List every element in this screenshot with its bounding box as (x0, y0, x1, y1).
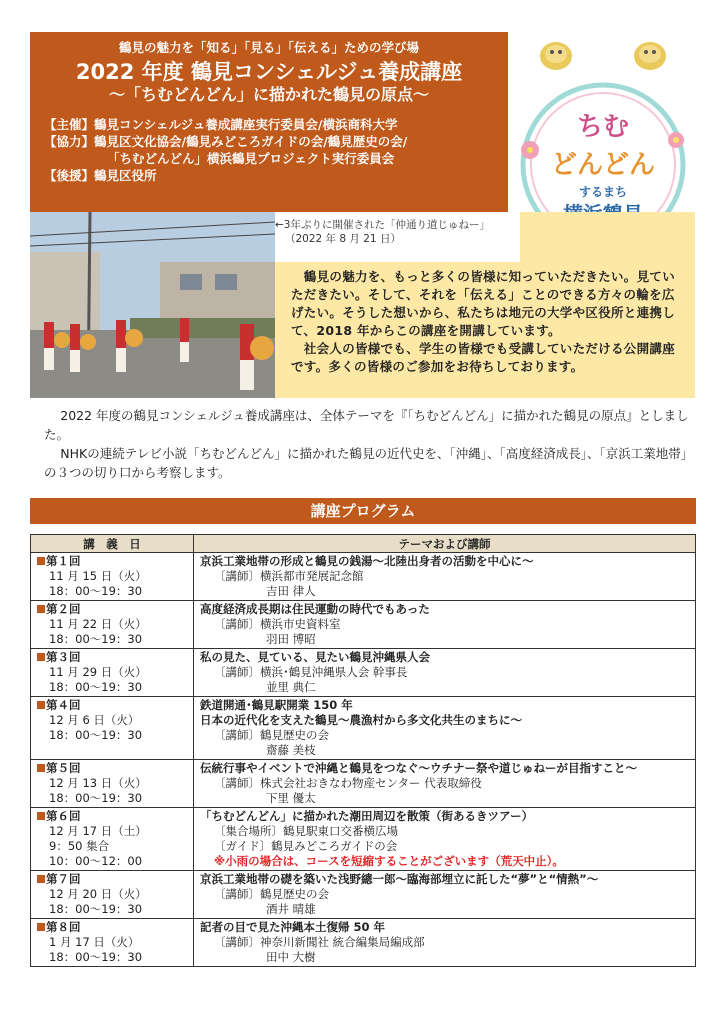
session-row (31, 871, 696, 919)
session-time: 18：00〜19：30 (49, 902, 143, 916)
session-time: 9：50 集合 (49, 839, 110, 853)
session-date-cell (31, 601, 194, 649)
session-lecturer-affiliation: 〔講師〕株式会社おきなわ物産センター 代表取締役 (214, 776, 482, 790)
session-lecturer-name: 並里 典仁 (266, 680, 316, 694)
session-date-cell (31, 919, 194, 967)
session-row (31, 919, 696, 967)
session-number: 第５回 (37, 761, 187, 776)
organizer-names: 鶴見区文化協会/鶴見みどころガイドの会/鶴見歴史の会/ (94, 134, 408, 149)
organizer-row (44, 116, 494, 133)
session-number: 第３回 (37, 650, 187, 665)
session-theme: 京浜工業地帯の形成と鶴見の銭湯〜北陸出身者の活動を中心に〜 (200, 554, 534, 568)
program-heading: 講座プログラム (30, 498, 696, 524)
organizer-role: 【後援】 (44, 168, 95, 183)
session-note: ※小雨の場合は、コースを短縮することがございます（荒天中止）。 (214, 854, 564, 868)
intro-line: 鶴見の魅力を、もっと多くの皆様に知っていただきたい。見ていただきたい。そして、それを「伝える」ことのできる方々の輪を広げたい。そうした想いから、私たちは地元の大学や区役所と連携して、2018 年からこの講座を開講しています。 (291, 269, 676, 338)
session-row (31, 760, 696, 808)
program-table (30, 534, 696, 967)
session-date-cell (31, 553, 194, 601)
session-lecturer-affiliation: 〔講師〕鶴見歴史の会 (214, 728, 329, 742)
organizer-row (44, 150, 494, 167)
session-theme: 記者の目で見た沖縄本土復帰 50 年 (200, 920, 386, 934)
intro-text (291, 268, 687, 376)
session-date: 11 月 22 日（火） (49, 617, 147, 631)
session-date-cell (31, 697, 194, 760)
session-lecturer-affiliation: 〔ガイド〕鶴見みどころガイドの会 (214, 839, 398, 853)
photo-caption-date: （2022 年 8 月 21 日） (285, 233, 401, 245)
session-theme-cell (194, 760, 696, 808)
intro-line: 社会人の皆様でも、学生の皆様でも受講していただける公開講座です。多くの皆様のご参加をお待ちしております。 (291, 341, 676, 374)
session-lecturer-affiliation: 〔講師〕横浜市史資料室 (214, 617, 341, 631)
session-theme: 「ちむどんどん」に描かれた潮田周辺を散策（街あるきツアー） (200, 809, 534, 823)
session-lecturer-name: 齋藤 美枝 (266, 743, 316, 757)
session-lecturer-name: 下里 優太 (266, 791, 316, 805)
session-theme: 京浜工業地帯の礎を築いた浅野總一郎〜臨海部埋立に託した“夢”と“情熱”〜 (200, 872, 599, 886)
session-date: 11 月 29 日（火） (49, 665, 147, 679)
page-title: 2022 年度 鶴見コンシェルジュ養成講座 (75, 60, 463, 84)
session-lecturer-name: 吉田 律人 (266, 584, 316, 598)
session-lecturer-affiliation: 〔講師〕横浜都市発展記念館 (214, 569, 364, 583)
session-row (31, 808, 696, 871)
logo-line-1: ちむ (576, 112, 629, 142)
session-lecturer-name: 田中 大樹 (266, 950, 316, 964)
session-number: 第８回 (37, 920, 187, 935)
page-subtitle: 〜「ちむどんどん」に描かれた鶴見の原点〜 (108, 85, 429, 104)
photo-caption-text: ←3年ぶりに開催された「仲通り道じゅねー」 (275, 219, 490, 231)
session-date: 12 月 20 日（火） (49, 887, 147, 901)
logo-line-2: どんどん (550, 150, 655, 180)
session-theme-cell (194, 919, 696, 967)
session-date: 12 月 6 日（火） (49, 713, 140, 727)
organizer-role: 【協力】 (44, 134, 95, 149)
session-theme-cell (194, 871, 696, 919)
session-number: 第４回 (37, 698, 187, 713)
intro-paragraph (291, 268, 687, 376)
session-number: 第１回 (37, 554, 187, 569)
organizer-names: 「ちむどんどん」横浜鶴見プロジェクト実行委員会 (107, 151, 395, 166)
session-time: 18：00〜19：30 (49, 728, 143, 742)
session-theme-cell (194, 697, 696, 760)
description-paragraph-2: NHKの連続テレビ小説「ちむどんどん」に描かれた鶴見の近代史を、「沖縄」、「高度経済成長」、「京浜工業地帯」の３つの切り口から考察します。 (44, 446, 694, 480)
organizer-row (44, 167, 494, 184)
description-paragraph-1: 2022 年度の鶴見コンシェルジュ養成講座は、全体テーマを『「ちむどんどん」に描かれた鶴見の原点』としました。 (44, 408, 689, 442)
session-time: 18：00〜19：30 (49, 632, 143, 646)
column-header-theme: テーマおよび講師 (194, 535, 696, 553)
photo-caption (275, 218, 595, 246)
session-date: 1 月 17 日（火） (49, 935, 140, 949)
organizers-list (44, 116, 494, 184)
tagline: 鶴見の魅力を「知る」「見る」「伝える」ための学び場 (118, 40, 419, 55)
session-lecturer-affiliation: 〔集合場所〕鶴見駅東口交番横広場 (214, 824, 398, 838)
session-theme-cell (194, 553, 696, 601)
session-theme: 伝統行事やイベントで沖縄と鶴見をつなぐ〜ウチナー祭や道じゅねーが目指すこと〜 (200, 761, 637, 775)
session-time: 18：00〜19：30 (49, 584, 143, 598)
column-header-date: 講 義 日 (31, 535, 194, 553)
session-date-cell (31, 871, 194, 919)
organizer-names: 鶴見区役所 (94, 168, 157, 183)
session-date-cell (31, 649, 194, 697)
session-time-2: 10：00〜12：00 (49, 854, 143, 868)
session-time: 18：00〜19：30 (49, 680, 143, 694)
session-number: 第６回 (37, 809, 187, 824)
session-lecturer-affiliation: 〔講師〕横浜･鶴見沖縄県人会 幹事長 (214, 665, 408, 679)
session-date: 12 月 13 日（火） (49, 776, 147, 790)
session-theme: 日本の近代化を支えた鶴見〜農漁村から多文化共生のまちに〜 (200, 713, 522, 727)
logo-line-3: するまち (578, 185, 627, 199)
session-theme: 高度経済成長期は住民運動の時代でもあった (200, 602, 430, 616)
session-row (31, 553, 696, 601)
organizer-row (44, 133, 494, 150)
session-date-cell (31, 760, 194, 808)
session-date: 12 月 17 日（土） (49, 824, 147, 838)
session-number: 第７回 (37, 872, 187, 887)
session-lecturer-name: 羽田 博昭 (266, 632, 316, 646)
session-time: 18：00〜19：30 (49, 950, 143, 964)
session-number: 第２回 (37, 602, 187, 617)
session-row (31, 649, 696, 697)
session-lecturer-affiliation: 〔講師〕神奈川新聞社 統合編集局編成部 (214, 935, 425, 949)
festival-photo (30, 212, 275, 398)
header-banner (30, 32, 508, 212)
table-header-row (31, 535, 696, 553)
session-lecturer-name: 酒井 晴雄 (266, 902, 316, 916)
session-theme-cell (194, 601, 696, 649)
session-theme: 私の見た、見ている、見たい鶴見沖縄県人会 (200, 650, 430, 664)
session-lecturer-affiliation: 〔講師〕鶴見歴史の会 (214, 887, 329, 901)
session-time: 18：00〜19：30 (49, 791, 143, 805)
session-theme-cell (194, 649, 696, 697)
session-theme-cell (194, 808, 696, 871)
session-date: 11 月 15 日（火） (49, 569, 147, 583)
session-theme: 鉄道開通･鶴見駅開業 150 年 (200, 698, 353, 712)
organizer-names: 鶴見コンシェルジュ養成講座実行委員会/横浜商科大学 (94, 117, 398, 132)
session-date-cell (31, 808, 194, 871)
description (44, 406, 696, 482)
session-row (31, 697, 696, 760)
organizer-role: 【主催】 (44, 117, 95, 132)
session-row (31, 601, 696, 649)
